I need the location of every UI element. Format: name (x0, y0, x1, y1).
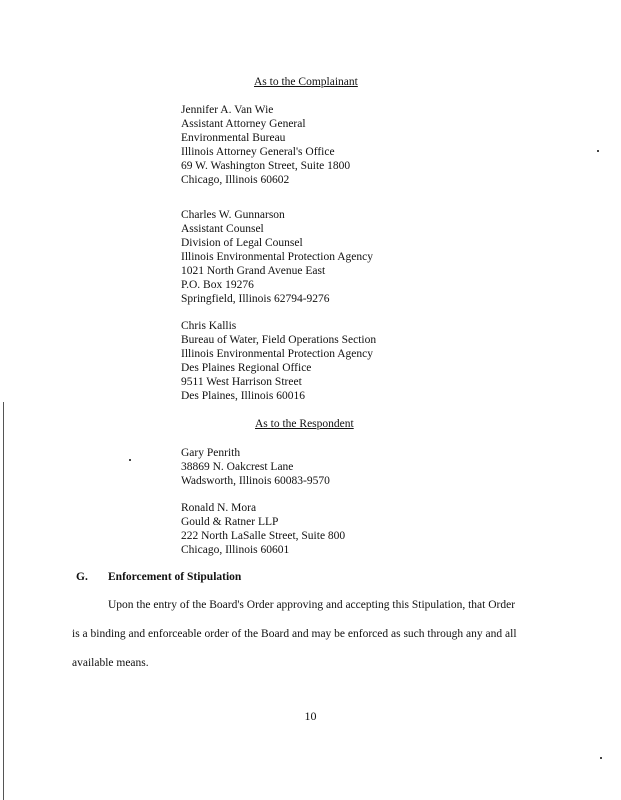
contact-line: Division of Legal Counsel (181, 237, 303, 249)
page-number: 10 (304, 709, 317, 723)
scan-speck (597, 150, 599, 152)
contact-line: Des Plaines Regional Office (181, 362, 312, 374)
paragraph-line: is a binding and enforceable order of the Board and may be enforced as such through any and all (72, 628, 517, 640)
contact-block-gunnarson (181, 208, 373, 306)
contact-line: Des Plaines, Illinois 60016 (181, 390, 305, 402)
contact-line: 38869 N. Oakcrest Lane (181, 461, 294, 473)
contact-line: Jennifer A. Van Wie (181, 104, 274, 116)
scan-edge-line (3, 402, 4, 800)
contact-line: 69 W. Washington Street, Suite 1800 (181, 160, 351, 172)
contact-line: Bureau of Water, Field Operations Section (181, 334, 377, 346)
contact-block-van-wie (181, 103, 350, 187)
contact-line: 1021 North Grand Avenue East (181, 265, 326, 277)
contact-line: Wadsworth, Illinois 60083-9570 (181, 475, 330, 487)
scan-speck (600, 757, 602, 759)
contact-line: Illinois Attorney General's Office (181, 146, 335, 158)
contact-line: Assistant Attorney General (181, 118, 306, 130)
contact-line: 9511 West Harrison Street (181, 376, 302, 388)
paragraph-line: available means. (72, 657, 149, 669)
contact-line: Chris Kallis (181, 320, 237, 332)
contact-line: Gary Penrith (181, 447, 241, 459)
contact-block-mora (181, 501, 345, 557)
contact-line: Illinois Environmental Protection Agency (181, 348, 373, 360)
section-letter: G. (76, 571, 88, 583)
contact-line: Illinois Environmental Protection Agency (181, 251, 373, 263)
contact-line: Environmental Bureau (181, 132, 286, 144)
section-title: Enforcement of Stipulation (108, 571, 242, 583)
contact-block-penrith (181, 446, 330, 488)
contact-line: Chicago, Illinois 60601 (181, 544, 290, 556)
contact-line: Ronald N. Mora (181, 502, 257, 514)
contact-line: Chicago, Illinois 60602 (181, 174, 290, 186)
contact-block-kallis (181, 319, 376, 403)
contact-line: 222 North LaSalle Street, Suite 800 (181, 530, 346, 542)
scan-speck (129, 459, 131, 461)
contact-line: Gould & Ratner LLP (181, 516, 279, 528)
contact-line: P.O. Box 19276 (181, 279, 254, 291)
complainant-heading: As to the Complainant (254, 76, 358, 88)
contact-line: Springfield, Illinois 62794-9276 (181, 293, 330, 305)
contact-line: Assistant Counsel (181, 223, 264, 235)
contact-line: Charles W. Gunnarson (181, 209, 285, 221)
respondent-heading: As to the Respondent (255, 418, 354, 430)
paragraph-line: Upon the entry of the Board's Order approving and accepting this Stipulation, that Order (108, 599, 516, 611)
